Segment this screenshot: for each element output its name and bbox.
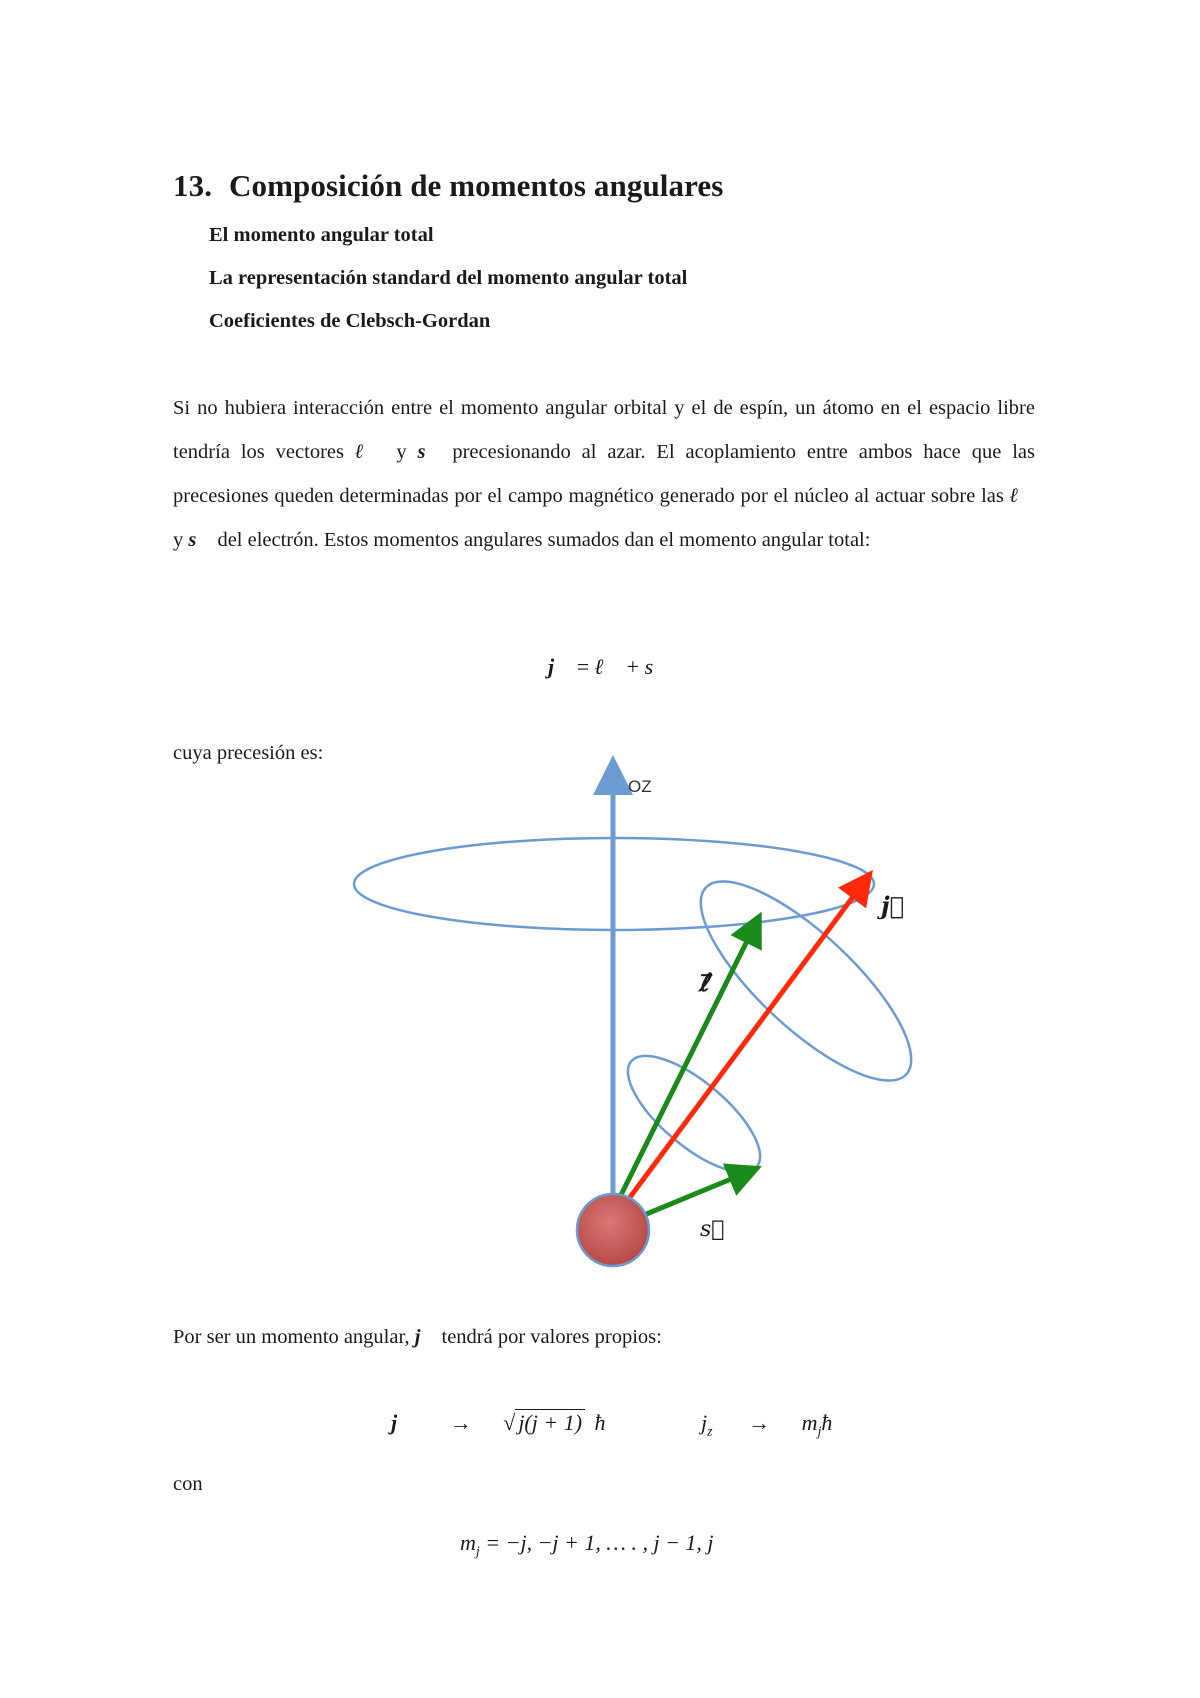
eigen-intro-text: tendrá por valores propios: bbox=[436, 1326, 662, 1348]
eigen-jz: j bbox=[701, 1410, 708, 1435]
precession-intro: cuya precesión es: bbox=[173, 742, 324, 764]
vector-j-label: j⃗ bbox=[881, 891, 905, 920]
mj-range-values: = −j, −j + 1, … . , j − 1, j bbox=[479, 1530, 714, 1555]
paragraph-text: precesionando al azar. El acoplamiento entre ambos hace que las precesiones queden determinadas por el campo magnético generado por el núcleo al actuar sobre las bbox=[173, 441, 1035, 507]
arrow: → bbox=[449, 1410, 472, 1435]
subsection-item: El momento angular total bbox=[209, 224, 434, 246]
vector-l-label: ℓ⃗ bbox=[699, 968, 709, 997]
vector-l: ℓ⃗ bbox=[1009, 485, 1035, 507]
eq-l: ℓ⃗ bbox=[594, 654, 622, 679]
con-text: con bbox=[173, 1473, 203, 1495]
eigen-mj: m bbox=[801, 1410, 818, 1435]
mj-symbol: m bbox=[460, 1530, 476, 1555]
hbar: ħ bbox=[821, 1410, 833, 1435]
vector-l: ℓ⃗ bbox=[354, 441, 386, 463]
mj-range-equation bbox=[460, 1530, 714, 1560]
mj-subscript: j bbox=[475, 1544, 480, 1560]
vector-j: j⃗ bbox=[414, 1326, 437, 1348]
eigen-intro-text: Por ser un momento angular, bbox=[173, 1326, 415, 1348]
sqrt-argument: j(j + 1) bbox=[515, 1409, 585, 1435]
oz-axis-label: OZ bbox=[628, 777, 652, 796]
mj-subscript: j bbox=[817, 1424, 822, 1440]
eq-s: s⃗ bbox=[644, 654, 671, 679]
arrow: → bbox=[748, 1410, 771, 1435]
vector-s-arrow bbox=[632, 1172, 748, 1220]
paragraph-text: y bbox=[173, 529, 189, 551]
subsection-item: La representación standard del momento angular total bbox=[209, 267, 688, 289]
paragraph-text: del electrón. Estos momentos angulares sumados dan el momento angular total: bbox=[212, 529, 871, 551]
vector-l-arrow bbox=[617, 925, 755, 1203]
subsection-item: Coeficientes de Clebsch-Gordan bbox=[209, 310, 491, 332]
vector-s: s⃗ bbox=[188, 529, 213, 551]
nucleus bbox=[577, 1194, 649, 1266]
eigen-intro bbox=[173, 1326, 662, 1349]
vector-s: s⃗ bbox=[417, 441, 442, 463]
paragraph-text: y bbox=[385, 441, 418, 463]
vector-j-arrow bbox=[622, 882, 864, 1208]
eigenvalue-equations bbox=[391, 1410, 891, 1440]
section-number: 13. bbox=[173, 168, 213, 203]
eq-equals: = bbox=[571, 654, 595, 679]
sqrt-sign: √ j(j + 1) bbox=[503, 1410, 585, 1435]
section-title-text: Composición de momentos angulares bbox=[229, 168, 724, 203]
vector-s-label: s⃗ bbox=[700, 1217, 725, 1242]
eq-plus: + bbox=[621, 654, 645, 679]
eigen-j: j⃗ bbox=[391, 1410, 415, 1435]
eq-j: j⃗ bbox=[548, 654, 572, 679]
paragraph-text: Si no hubiera interacción entre el momento angular orbital y el de espín, un átomo en el espacio libre tendría los vectores bbox=[173, 397, 1035, 463]
jz-subscript: z bbox=[707, 1424, 713, 1440]
hbar: ħ bbox=[594, 1410, 606, 1435]
